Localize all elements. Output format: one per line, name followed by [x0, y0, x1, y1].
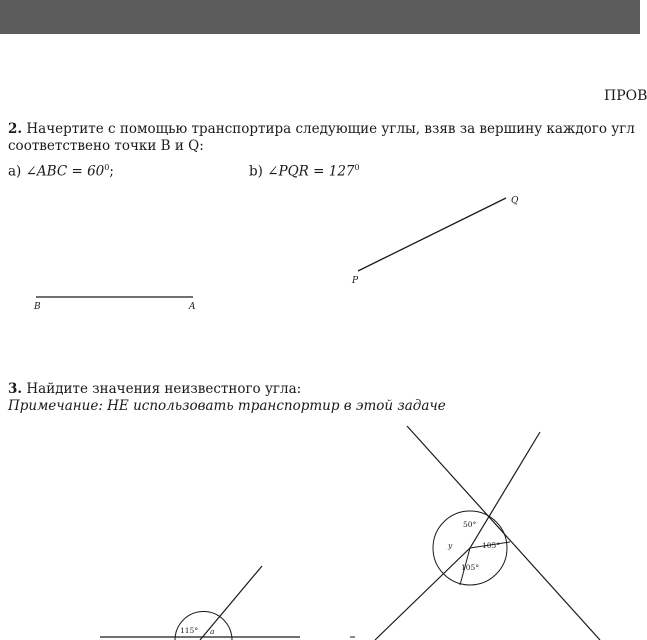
point-A-label: A: [189, 302, 196, 312]
fig1-angle-bottom: 105°: [461, 563, 480, 572]
part-b-degree: 0: [354, 163, 360, 172]
task2-number: 2.: [8, 121, 23, 137]
part-b-label: b): [249, 163, 263, 180]
fig1-angle-top: 50°: [463, 520, 477, 529]
part-a-label: a): [8, 163, 22, 180]
task2-instruction-line2: соответствено точки B и Q:: [8, 138, 204, 154]
part-a-end: ;: [109, 163, 114, 180]
point-Q-label: Q: [511, 196, 519, 206]
part-a-expression: ∠ABC = 60: [25, 163, 105, 180]
header-corner-text: ПРОВ: [604, 88, 647, 104]
task2-instruction-line1: Начертите с помощью транспортира следующие углы, взяв за вершину каждого угл: [26, 121, 635, 137]
fig1-line-3: [375, 548, 470, 640]
ray-PQ: [358, 198, 506, 271]
fig1-line-2: [470, 432, 540, 548]
task3-note: Примечание: НЕ использовать транспортир в этой задаче: [8, 398, 446, 414]
part-a-degree: 0: [104, 163, 110, 172]
fig1-angle-right: 105°: [482, 541, 501, 550]
fig2-unknown-a: a: [210, 627, 215, 636]
fig2-angle-known: 115°: [180, 626, 199, 635]
task3-title: Найдите значения неизвестного угла:: [26, 381, 302, 397]
fig1-unknown-y: y: [448, 541, 453, 550]
point-B-label: B: [34, 302, 41, 312]
point-P-label: P: [352, 276, 359, 286]
task3-number: 3.: [8, 381, 23, 397]
part-b-expression: ∠PQR = 127: [267, 163, 355, 180]
